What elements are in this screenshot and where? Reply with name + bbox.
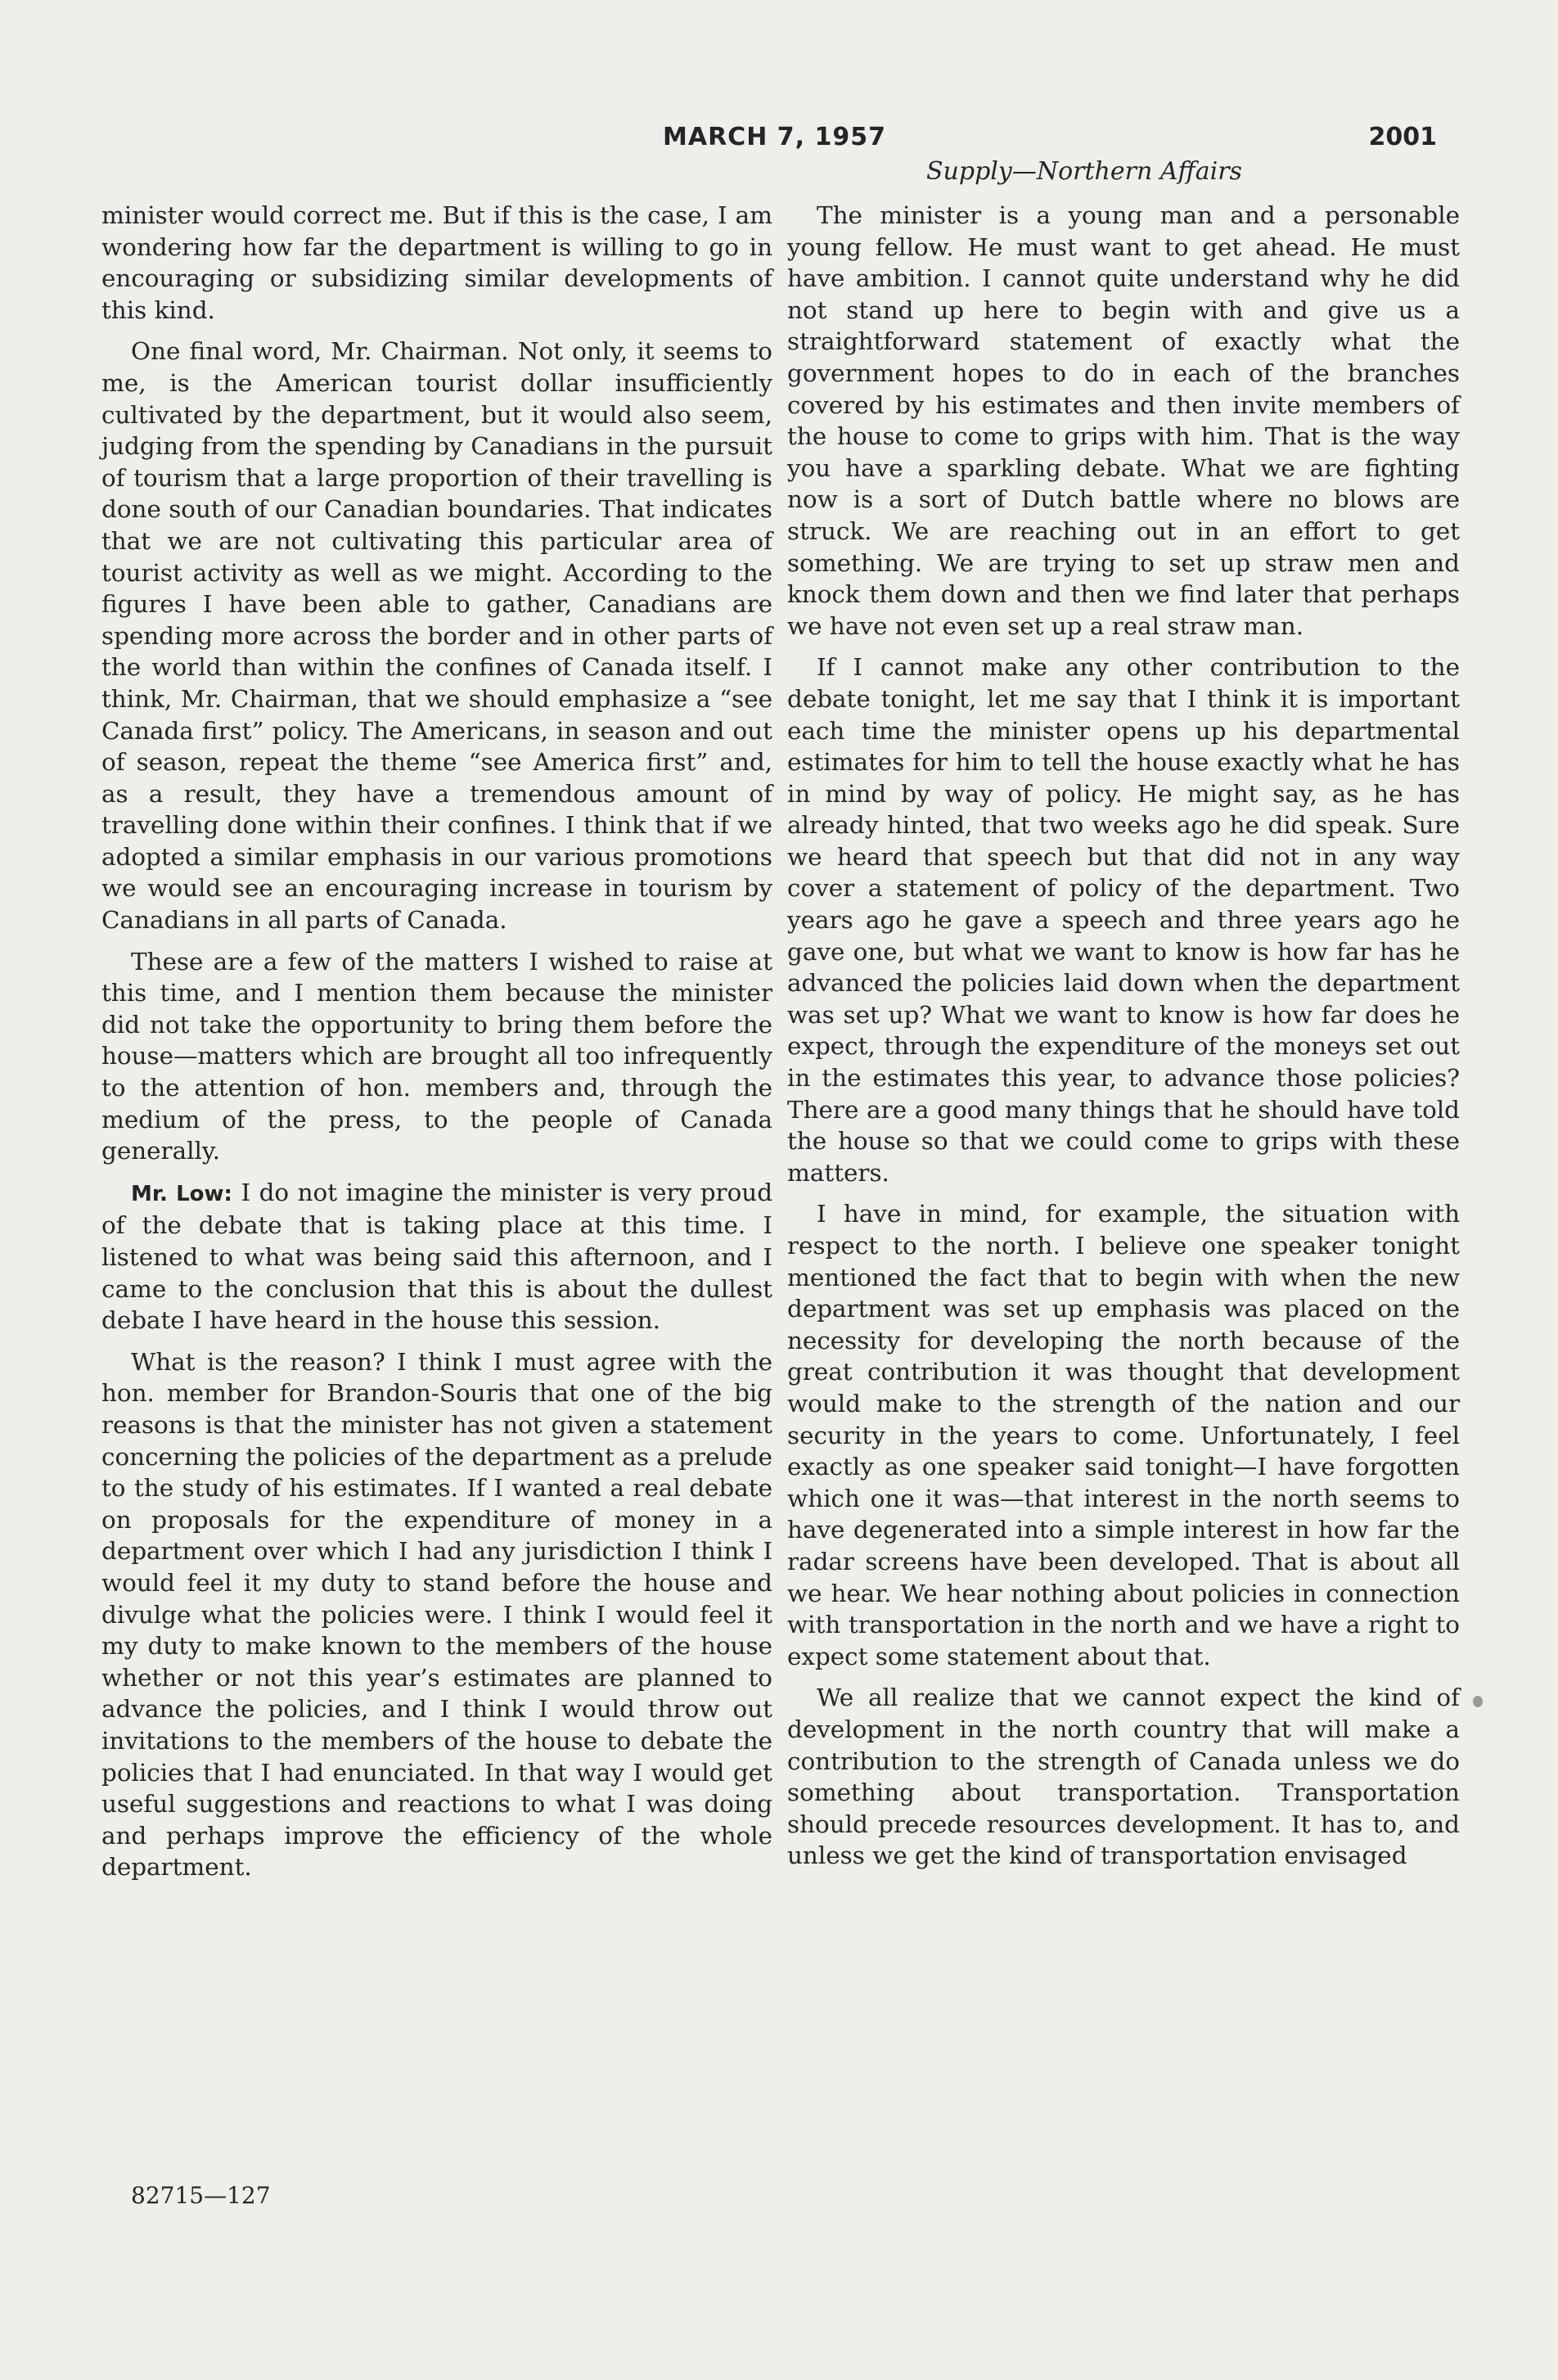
paragraph: minister would correct me. But if this is the case, I am wondering how far the department is willing to go in encouraging or subsidizing similar developments of this kind. xyxy=(101,201,772,324)
left-column xyxy=(101,200,772,1893)
paragraph: If I cannot make any other contribution to the debate tonight, let me say that I think it is important each time the minister opens up his departmental estimates for him to tell the house exactly what he has in mind by way of policy. He might say, as he has already hinted, that two weeks ago he did speak. Sure we heard that speech but that did not in any way cover a statement of policy of the department. Two years ago he gave a speech and three years ago he gave one, but what we want to know is how far has he advanced the policies laid down when the department was set up? What we want to know is how far does he expect, through the expenditure of the moneys set out in the estimates this year, to advance those policies? There are a good many things that he should have told the house so that we could come to grips with these matters. xyxy=(787,653,1460,1187)
speaker-name: Mr. Low: xyxy=(131,1181,232,1206)
header-date: MARCH 7, 1957 xyxy=(663,123,886,151)
paragraph: What is the reason? I think I must agree with the hon. member for Brandon-Souris that one of the big reasons is that the minister has not given a statement concerning the policies of the department as a prelude to the study of his estimates. If I wanted a real debate on proposals for the expenditure of money in a department over which I had any jurisdiction I think I would feel it my duty to stand before the house and divulge what the policies were. I think I would feel it my duty to make known to the members of the house whether or not this year’s estimates are planned to advance the policies, and I think I would throw out invitations to the members of the house to debate the policies that I had enunciated. In that way I would get useful suggestions and reactions to what I was doing and perhaps improve the efficiency of the whole department. xyxy=(101,1347,772,1882)
margin-mark xyxy=(1473,1696,1483,1707)
paragraph: I have in mind, for example, the situation with respect to the north. I believe one speaker tonight mentioned the fact that to begin with when the new department was set up emphasis was placed on the necessity for developing the north because of the great contribution it was thought that development would make to the strength of the nation and our security in the years to come. Unfortunately, I feel exactly as one speaker said tonight—I have forgotten which one it was—that interest in the north seems to have degenerated into a simple interest in how far the radar screens have been developed. That is about all we hear. We hear nothing about policies in connection with transportation in the north and we have a right to expect some statement about that. xyxy=(787,1200,1460,1670)
print-code: 82715—127 xyxy=(131,2182,271,2209)
paragraph: We all realize that we cannot expect the kind of development in the north country that will make a contribution to the strength of Canada unless we do something about transportation. Transportation should precede resources development. It has to, and unless we get the kind of transportation envisaged xyxy=(787,1684,1460,1870)
speech-text: I do not imagine the minister is very proud of the debate that is taking place at this time. I listened to what was being said this afternoon, and I came to the conclusion that this is about the dullest debate I have heard in the house this session. xyxy=(101,1178,773,1335)
page-number: 2001 xyxy=(1368,123,1437,151)
paragraph: These are a few of the matters I wished to raise at this time, and I mention them because the minister did not take the opportunity to bring them before the house—matters which are brought all too infrequently to the attention of hon. members and, through the medium of the press, to the people of Canada generally. xyxy=(101,947,772,1165)
right-column xyxy=(787,200,1460,1882)
paragraph: One final word, Mr. Chairman. Not only, it seems to me, is the American tourist dollar insufficiently cultivated by the department, but it would also seem, judging from the spending by Canadians in the pursuit of tourism that a large proportion of their travelling is done south of our Canadian boundaries. That indicates that we are not cultivating this particular area of tourist activity as well as we might. According to the figures I have been able to gather, Canadians are spending more across the border and in other parts of the world than within the confines of Canada itself. I think, Mr. Chairman, that we should emphasize a “see Canada first” policy. The Americans, in season and out of season, repeat the theme “see America first” and, as a result, they have a tremendous amount of travelling done within their confines. I think that if we adopted a similar emphasis in our various promotions we would see an encouraging increase in tourism by Canadians in all parts of Canada. xyxy=(101,337,772,935)
paragraph xyxy=(101,1177,772,1336)
section-subtitle: Supply—Northern Affairs xyxy=(926,157,1242,186)
paragraph: The minister is a young man and a personable young fellow. He must want to get ahead. He must have ambition. I cannot quite understand why he did not stand up here to begin with and give us a straightforward statement of exactly what the government hopes to do in each of the branches covered by his estimates and then invite members of the house to come to grips with him. That is the way you have a sparkling debate. What we are fighting now is a sort of Dutch battle where no blows are struck. We are reaching out in an effort to get something. We are trying to set up straw men and knock them down and then we find later that perhaps we have not even set up a real straw man. xyxy=(787,201,1460,640)
